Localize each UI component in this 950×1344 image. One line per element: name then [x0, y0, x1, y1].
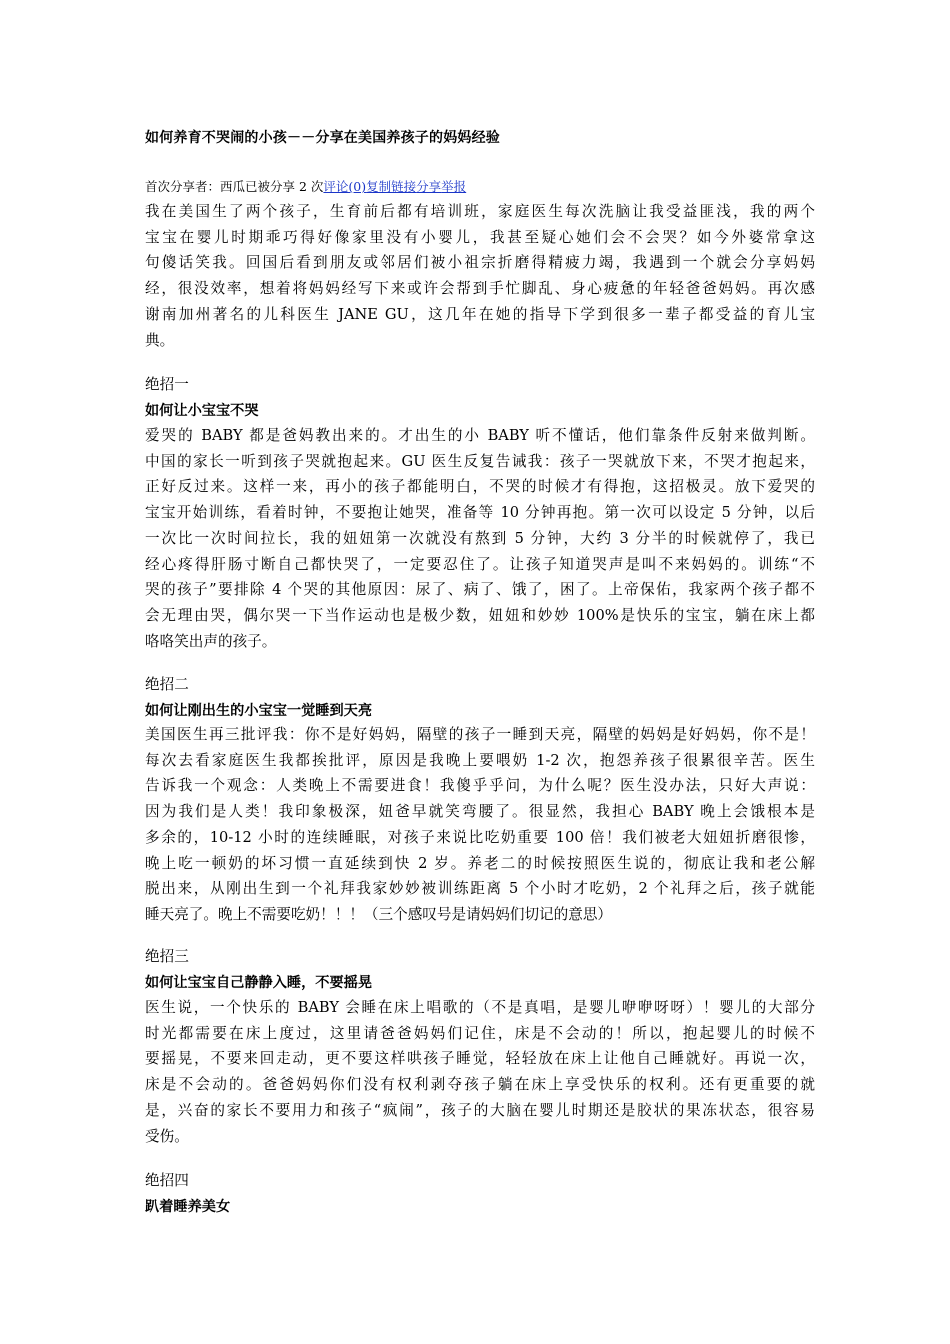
text-line: 因为我们是人类！我印象极深，妞爸早就笑弯腰了。很显然，我担心 BABY 晚上会饿根本是: [145, 803, 815, 821]
report-link[interactable]: 举报: [441, 179, 467, 194]
text-line: 宝宝在婴儿时期乖巧得好像家里没有小婴儿，我甚至疑心她们会不会哭？如今外婆常拿这: [145, 228, 815, 246]
section-paragraph: [145, 722, 815, 928]
text-line: 正好反过来。这样一来，再小的孩子都能明白，不哭的时候才有得抱，这招极灵。放下爱哭的: [145, 478, 815, 496]
text-line: 床是不会动的。爸爸妈妈你们没有权利剥夺孩子躺在床上享受快乐的权利。还有更重要的就: [145, 1076, 815, 1094]
text-line: 宝宝开始训练，看着时钟，不要抱让她哭，准备等 10 分钟再抱。第一次可以设定 5 分钟，以后: [145, 504, 815, 522]
section-label: 绝招一: [145, 376, 189, 393]
text-line: 多余的，10-12 小时的连续睡眠，对孩子来说比吃奶重要 100 倍！我们被老大妞妞折磨很惨，: [145, 828, 815, 846]
section-heading: 如何让宝宝自己静静入睡，不要摇晃: [145, 975, 373, 991]
section-paragraph: [145, 995, 815, 1149]
text-line: 经心疼得肝肠寸断自己都快哭了，一定要忍住了。让孩子知道哭声是叫不来妈妈的。训练“不: [145, 555, 815, 573]
comment-link[interactable]: 评论(0): [323, 179, 367, 194]
copy-link[interactable]: 复制链接: [366, 179, 417, 194]
text-line: 时光都需要在床上度过，这里请爸爸妈妈们记住，床是不会动的！所以，抱起婴儿的时候不: [145, 1024, 815, 1042]
text-line: 告诉我一个观念：人类晚上不需要进食！我傻乎乎问，为什么呢？医生没办法，只好大声说：: [145, 777, 815, 795]
text-line: 晚上吃一顿奶的坏习惯一直延续到快 2 岁。养老二的时候按照医生说的，彻底让我和老公解: [145, 854, 815, 872]
text-line: 我在美国生了两个孩子，生育前后都有培训班，家庭医生每次洗脑让我受益匪浅，我的两个: [145, 203, 815, 220]
section-label: 绝招四: [145, 1172, 189, 1189]
text-line: 睡天亮了。晚上不需要吃奶！！！（三个感叹号是请妈妈们切记的意思）: [145, 905, 613, 923]
text-line: 一次比一次时间拉长，我的妞妞第一次就没有熬到 5 分钟，大约 3 分半的时候就停了，我已: [145, 529, 815, 547]
share-info: 首次分享者：西瓜已被分享 2 次: [145, 179, 324, 194]
text-line: 医生说，一个快乐的 BABY 会睡在床上唱歌的（不是真唱，是婴儿咿咿呀呀）！婴儿的大部分: [145, 999, 815, 1016]
text-line: 脱出来，从刚出生到一个礼拜我家妙妙被训练距离 5 个小时才吃奶，2 个礼拜之后，孩子就能: [145, 880, 815, 898]
section-heading: 如何让刚出生的小宝宝一觉睡到天亮: [145, 703, 373, 719]
share-link[interactable]: 分享: [416, 179, 442, 194]
section-paragraph: [145, 423, 815, 654]
section-heading: 趴着睡养美女: [145, 1199, 231, 1215]
text-line: 句傻话笑我。回国后看到朋友或邻居们被小祖宗折磨得精疲力竭，我遇到一个就会分享妈妈: [145, 254, 815, 272]
text-line: 中国的家长一听到孩子哭就抱起来。GU 医生反复告诫我：孩子一哭就放下来，不哭才抱起来，: [145, 452, 815, 470]
text-line: 受伤。: [145, 1127, 189, 1145]
section-label: 绝招二: [145, 676, 189, 693]
text-line: 是，兴奋的家长不要用力和孩子“疯闹”，孩子的大脑在婴儿时期还是胶状的果冻状态，很容易: [145, 1101, 815, 1119]
share-meta: [145, 177, 466, 195]
text-line: 爱哭的 BABY 都是爸妈教出来的。才出生的小 BABY 听不懂话，他们靠条件反射来做判断。: [145, 427, 815, 444]
text-line: 哭的孩子”要排除 4 个哭的其他原因：尿了、病了、饿了，困了。上帝保佑，我家两个孩子都不: [145, 581, 815, 599]
intro-paragraph: [145, 199, 815, 353]
text-line: 经，很没效率，想着将妈妈经写下来或许会帮到手忙脚乱、身心疲惫的年轻爸爸妈妈。再次感: [145, 280, 815, 298]
text-line: 每次去看家庭医生我都挨批评，原因是我晚上要喂奶 1-2 次，抱怨养孩子很累很辛苦。医生: [145, 751, 815, 769]
article-title: 如何养育不哭闹的小孩－－分享在美国养孩子的妈妈经验: [145, 130, 500, 146]
text-line: 咯咯笑出声的孩子。: [145, 632, 277, 650]
section-label: 绝招三: [145, 948, 189, 965]
section-heading: 如何让小宝宝不哭: [145, 403, 259, 419]
text-line: 美国医生再三批评我：你不是好妈妈，隔壁的孩子一睡到天亮，隔壁的妈妈是好妈妈，你不是！: [145, 726, 815, 743]
text-line: 要摇晃，不要来回走动，更不要这样哄孩子睡觉，轻轻放在床上让他自己睡就好。再说一次，: [145, 1050, 815, 1068]
text-line: 谢南加州著名的儿科医生 JANE GU，这几年在她的指导下学到很多一辈子都受益的育儿宝: [145, 305, 815, 323]
text-line: 会无理由哭，偶尔哭一下当作运动也是极少数，妞妞和妙妙 100%是快乐的宝宝，躺在床上都: [145, 606, 815, 624]
text-line: 典。: [145, 331, 175, 349]
